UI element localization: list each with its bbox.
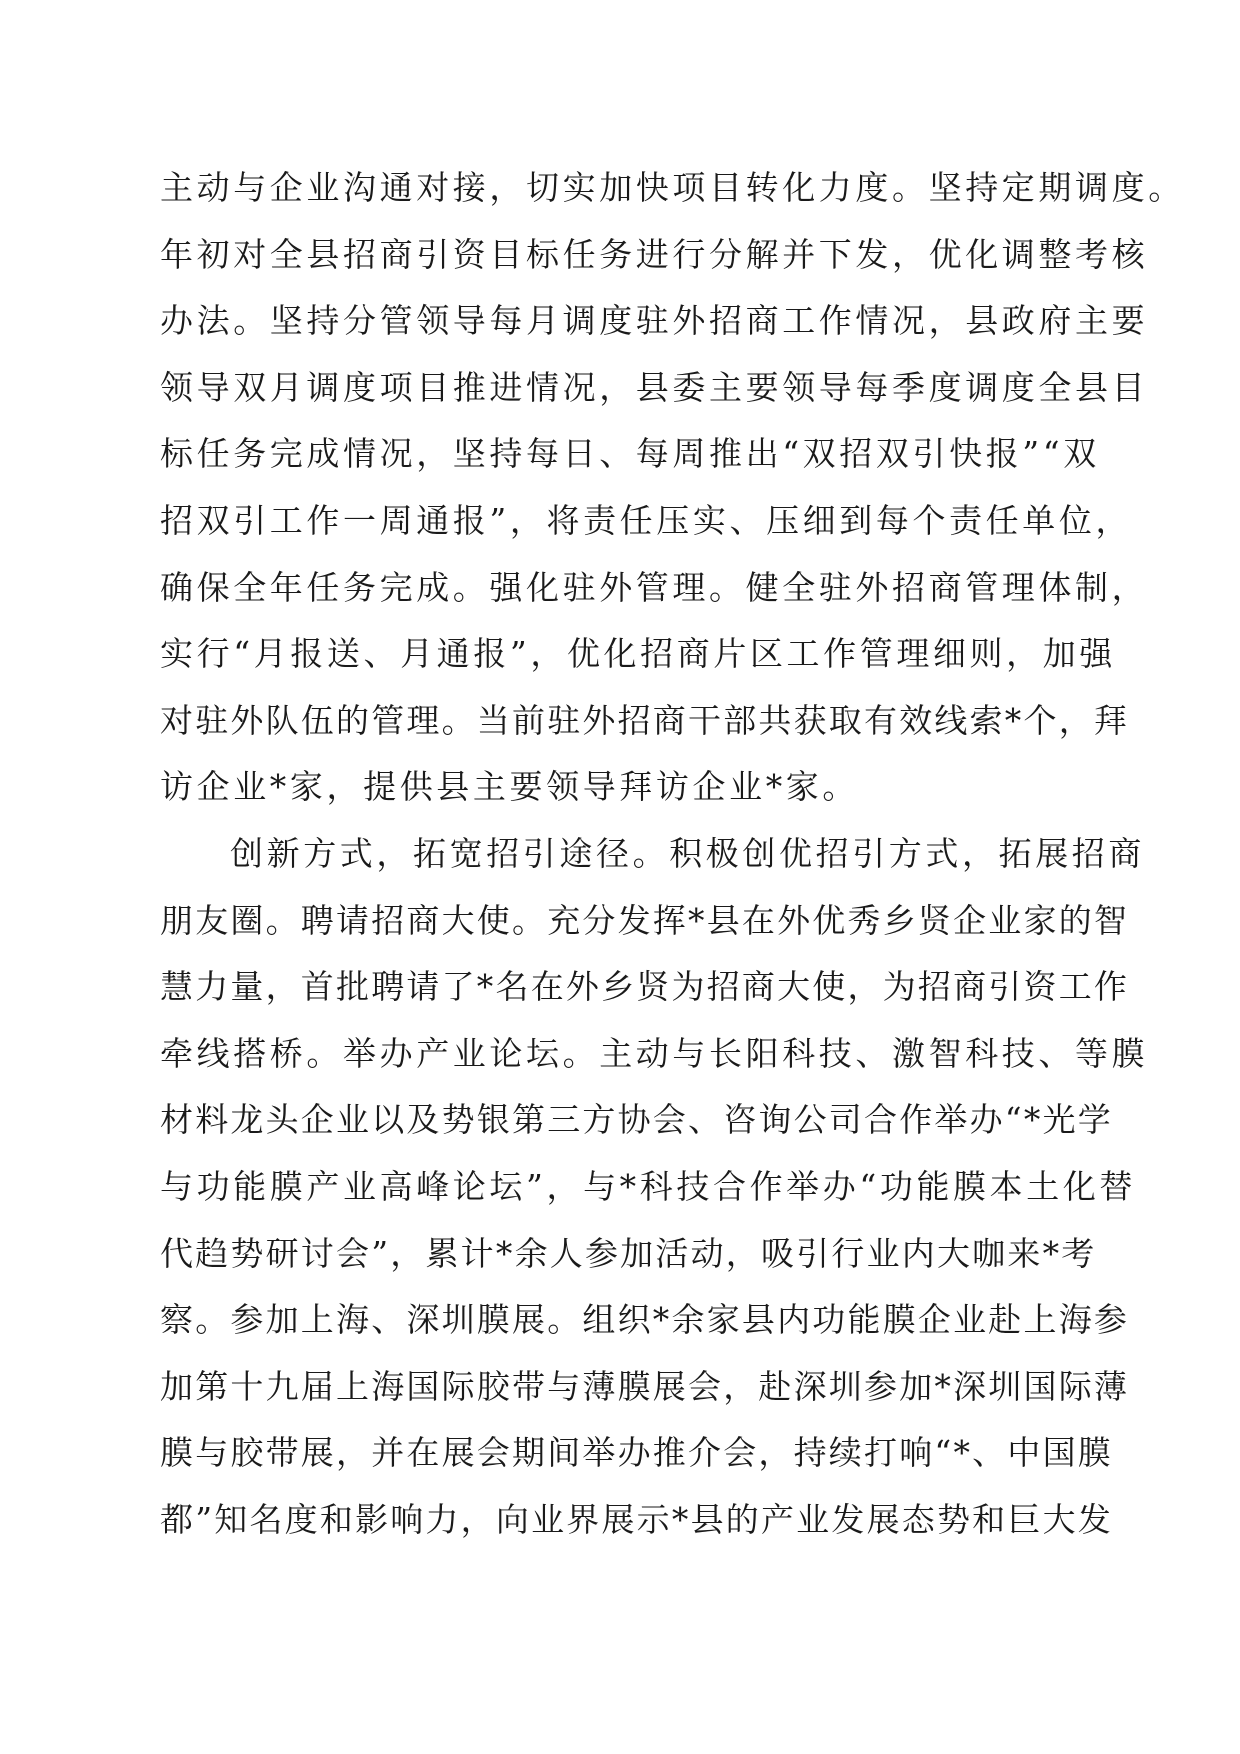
- text-line: 朋友圈。聘请招商大使。充分发挥*县在外优秀乡贤企业家的智: [160, 900, 1130, 940]
- text-line: 实行“月报送、月通报”，优化招商片区工作管理细则，加强: [160, 634, 1116, 674]
- text-line: 察。参加上海、深圳膜展。组织*余家县内功能膜企业赴上海参: [160, 1300, 1130, 1340]
- text-line: 代趋势研讨会”，累计*余人参加活动，吸引行业内大咖来*考: [160, 1233, 1097, 1273]
- text-line: 都”知名度和影响力，向业界展示*县的产业发展态势和巨大发: [160, 1499, 1113, 1539]
- text-line: 办法。坚持分管领导每月调度驻外招商工作情况，县政府主要: [160, 301, 1149, 341]
- text-line: 领导双月调度项目推进情况，县委主要领导每季度调度全县目: [160, 367, 1149, 407]
- text-line: 慧力量，首批聘请了*名在外乡贤为招商大使，为招商引资工作: [160, 967, 1130, 1007]
- text-line: 访企业*家，提供县主要领导拜访企业*家。: [160, 767, 859, 807]
- body-text: [160, 155, 1185, 1553]
- text-line: 膜与胶带展，并在展会期间举办推介会，持续打响“*、中国膜: [160, 1433, 1113, 1473]
- text-line: 确保全年任务完成。强化驻外管理。健全驻外招商管理体制，: [160, 567, 1149, 607]
- text-line: 招双引工作一周通报”，将责任压实、压细到每个责任单位，: [160, 500, 1133, 540]
- text-line: 主动与企业沟通对接，切实加快项目转化力度。坚持定期调度。: [160, 168, 1185, 207]
- text-line: 牵线搭桥。举办产业论坛。主动与长阳科技、激智科技、等膜: [160, 1033, 1149, 1073]
- text-line: 标任务完成情况，坚持每日、每周推出“双招双引快报”“双: [160, 434, 1100, 474]
- text-line: 年初对全县招商引资目标任务进行分解并下发，优化调整考核: [160, 234, 1149, 274]
- text-line: 对驻外队伍的管理。当前驻外招商干部共获取有效线索*个，拜: [160, 700, 1130, 740]
- paragraph-first-line: 创新方式，拓宽招引途径。积极创优招引方式，拓展招商: [230, 833, 1145, 873]
- text-line: 加第十九届上海国际胶带与薄膜展会，赴深圳参加*深圳国际薄: [160, 1366, 1130, 1406]
- text-line: 材料龙头企业以及势银第三方协会、咨询公司合作举办“*光学: [160, 1100, 1113, 1140]
- text-line: 与功能膜产业高峰论坛”，与*科技合作举办“功能膜本土化替: [160, 1166, 1137, 1206]
